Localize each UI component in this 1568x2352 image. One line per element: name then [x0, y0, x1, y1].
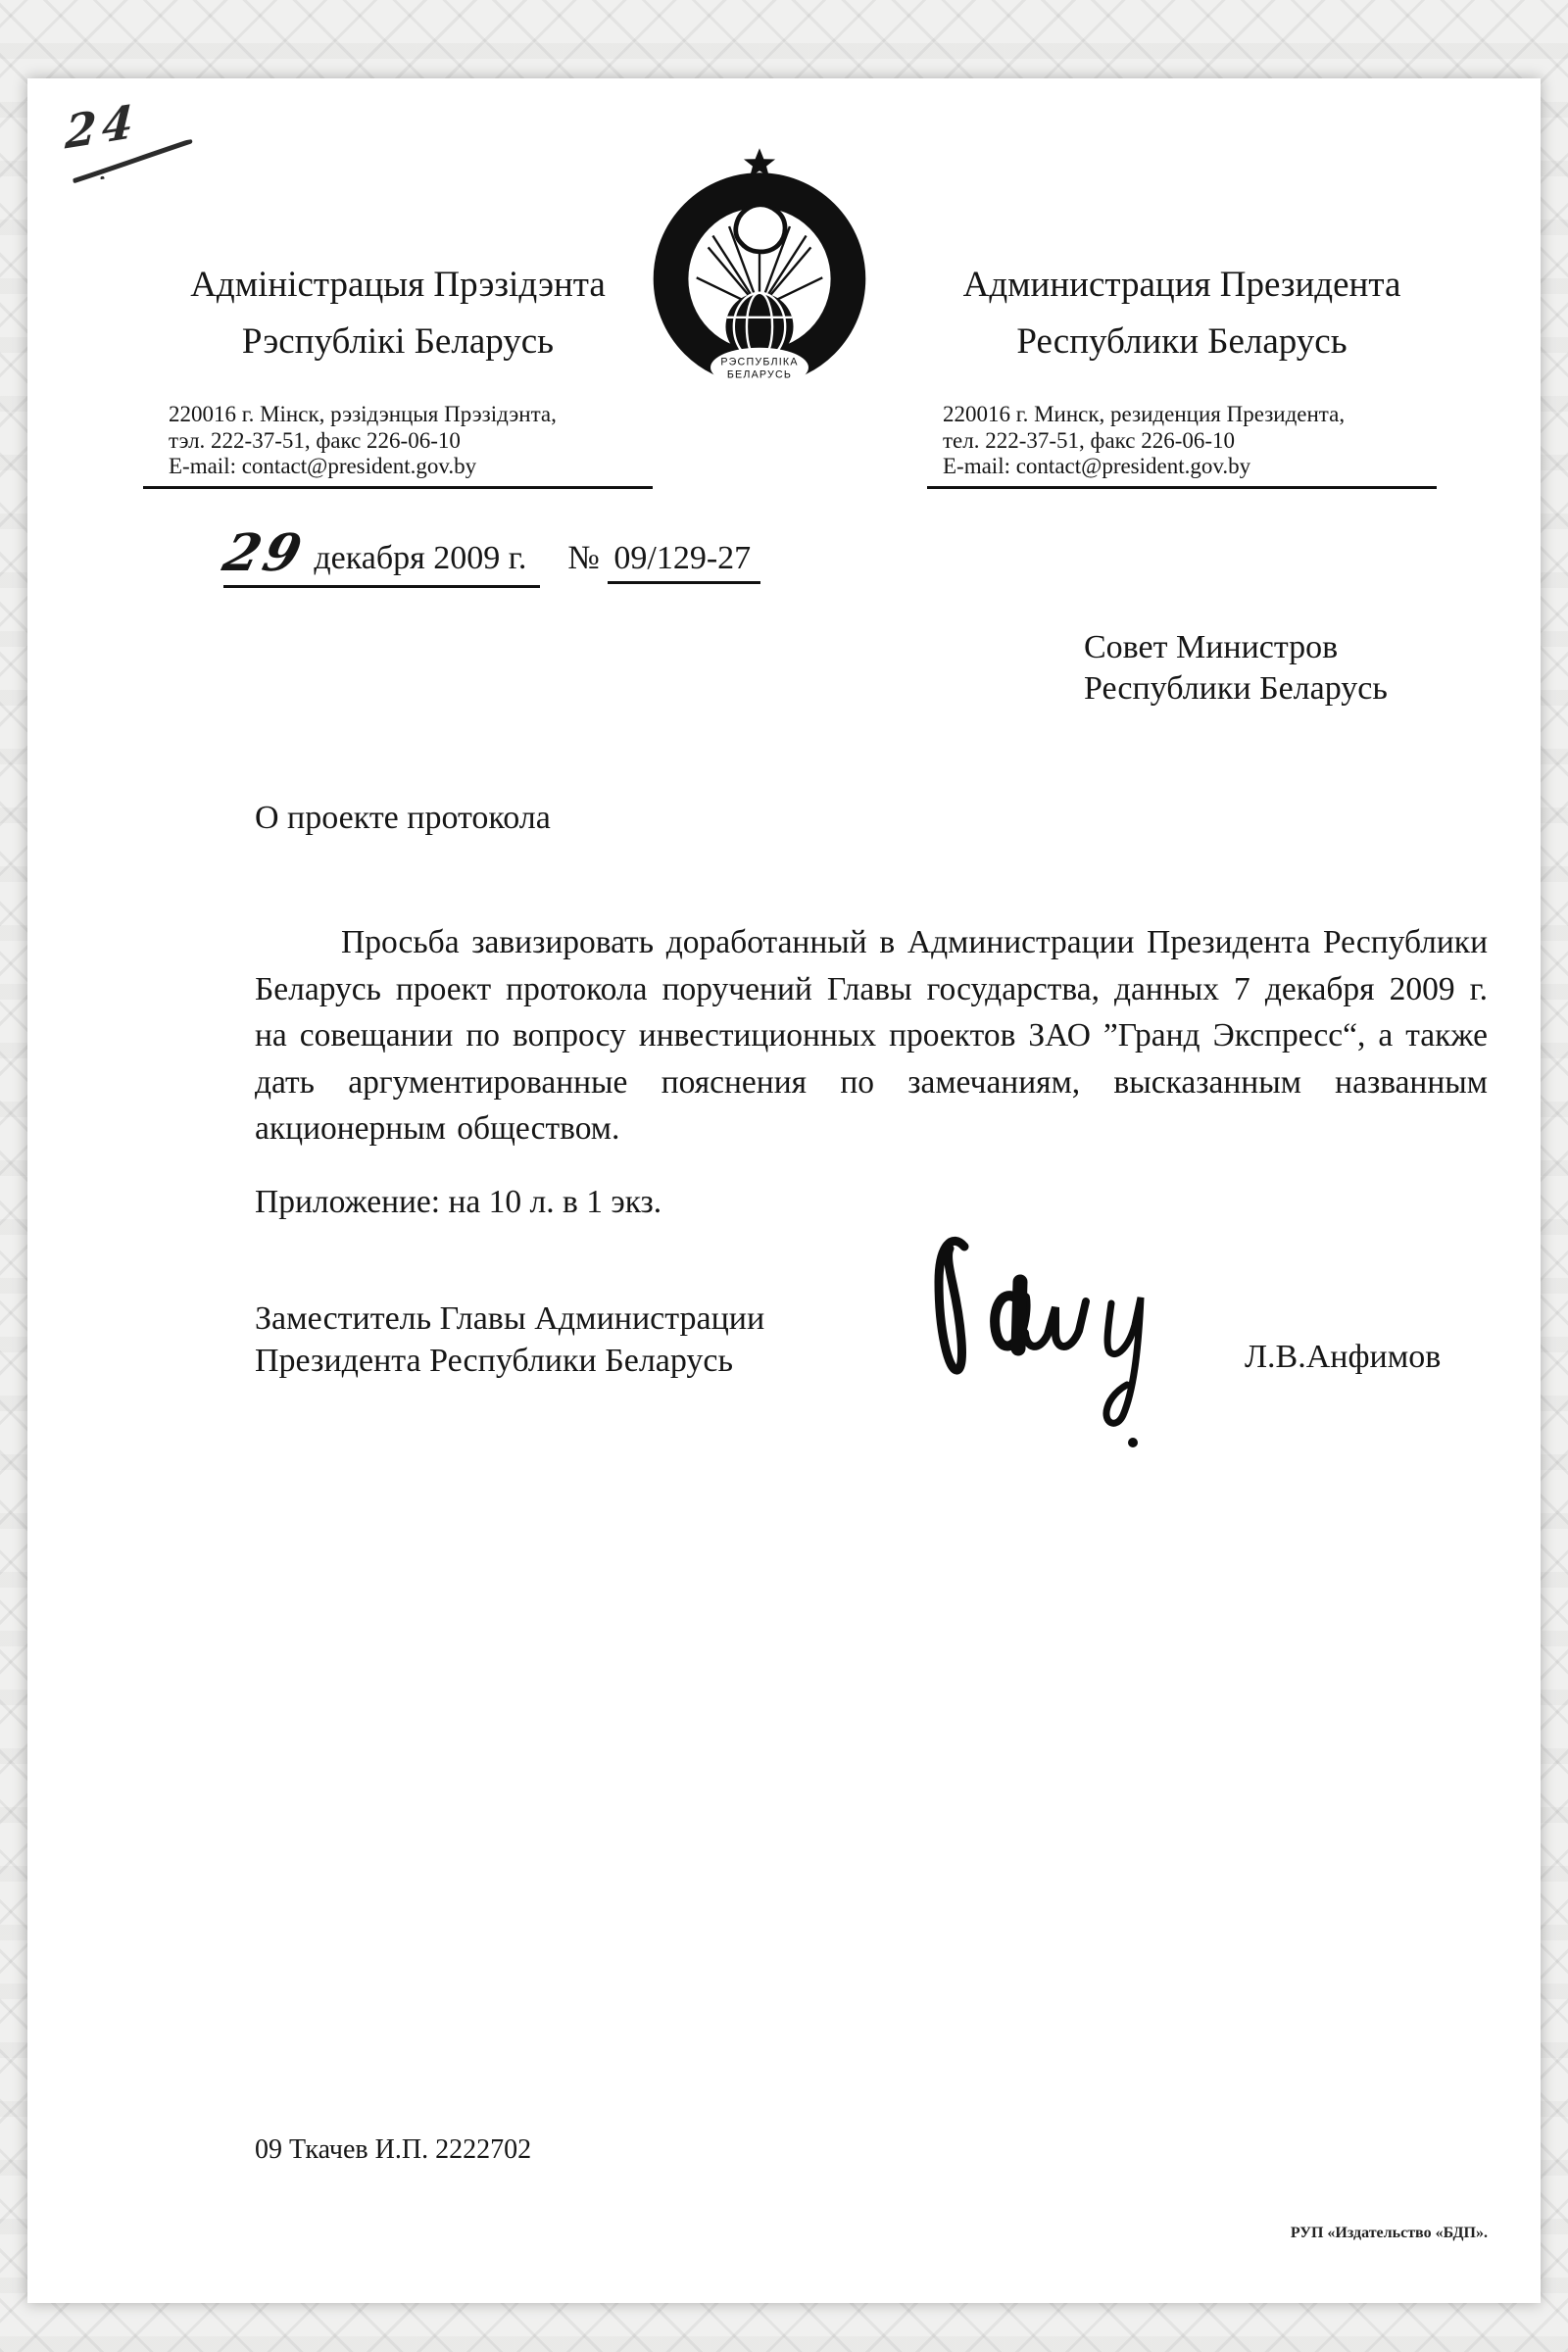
signer-name: Л.В.Анфимов	[1245, 1339, 1442, 1375]
address-ru-line1: 220016 г. Минск, резиденция Президента,	[943, 402, 1346, 426]
attachment-note: Приложение: на 10 л. в 1 экз.	[255, 1184, 662, 1220]
handwritten-corner-number	[62, 86, 198, 183]
signer-title	[255, 1298, 764, 1382]
handwritten-signature	[902, 1213, 1196, 1453]
org-name-by-line1: Адміністрацыя Прэзідэнта	[190, 265, 606, 305]
coat-of-arms-belarus-icon	[643, 147, 876, 398]
subject-line: О проекте протокола	[255, 800, 551, 836]
print-house-note: РУП «Издательство «БДП».	[1290, 2225, 1488, 2241]
body-paragraph: Просьба завизировать доработанный в Администрации Президента Республики Беларусь проект протокола поручений Главы государства, данных 7 декабря 2009 г. на совещании по вопросу инвестиционных проектов ЗАО ”Гранд Экспресс“, а также дать аргументированные пояснения по замечаниям, высказанным названным акционерным обществом.	[255, 924, 1488, 1147]
emblem-ribbon-line1: РЭСПУБЛІКА	[720, 356, 799, 368]
address-block-by	[143, 402, 653, 489]
signer-title-line1: Заместитель Главы Администрации	[255, 1300, 765, 1337]
letterhead-russian	[927, 257, 1437, 489]
signature-scribble-icon	[902, 1213, 1196, 1453]
org-name-ru	[927, 257, 1437, 370]
document-number: 09/129-27	[608, 540, 760, 584]
org-name-ru-line1: Администрация Президента	[962, 265, 1401, 305]
address-by-line2: тэл. 222-37-51, факс 226-06-10	[169, 427, 461, 453]
scanned-letter-page	[27, 78, 1541, 2303]
executor-line: 09 Ткачев И.П. 2222702	[255, 2134, 532, 2165]
date-text: декабря 2009 г.	[314, 540, 527, 576]
corner-number-text: 24	[64, 93, 141, 160]
address-by-line3: E-mail: contact@president.gov.by	[169, 454, 477, 478]
addressee-line2: Республики Беларусь	[1084, 670, 1388, 707]
handwritten-day: 29	[217, 523, 312, 583]
number-sign: №	[567, 540, 600, 576]
letterhead-belarusian	[143, 257, 653, 489]
addressee-block	[1084, 627, 1388, 710]
date-group	[217, 521, 540, 588]
address-ru-line3: E-mail: contact@president.gov.by	[943, 454, 1251, 478]
address-block-ru	[927, 402, 1437, 489]
emblem-ribbon-line2: БЕЛАРУСЬ	[726, 368, 793, 381]
org-name-by-line2: Рэспублікі Беларусь	[241, 321, 555, 362]
state-emblem	[643, 147, 876, 398]
org-name-by	[143, 257, 653, 370]
reference-line	[217, 521, 760, 588]
org-name-ru-line2: Республики Беларусь	[1016, 321, 1348, 362]
signer-title-line2: Президента Республики Беларусь	[255, 1343, 734, 1379]
address-by-line1: 220016 г. Мінск, рэзідэнцыя Прэзідэнта,	[169, 402, 557, 426]
address-ru-line2: тел. 222-37-51, факс 226-06-10	[943, 427, 1236, 453]
addressee-line1: Совет Министров	[1084, 629, 1339, 665]
